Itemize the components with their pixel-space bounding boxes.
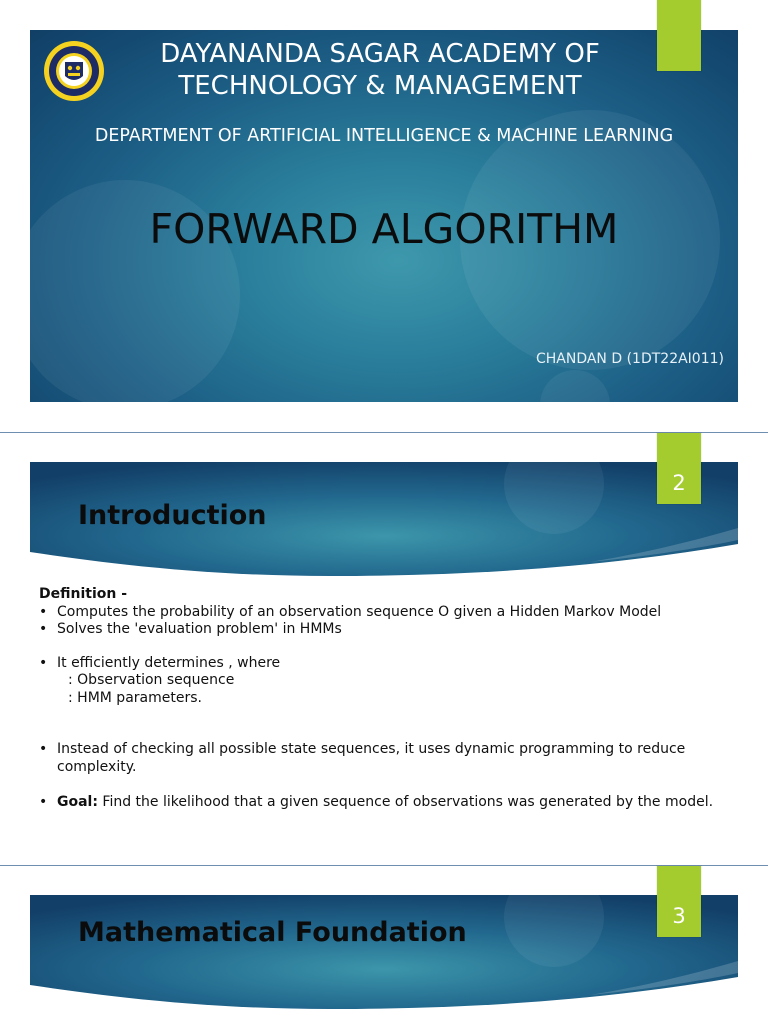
mathematical-foundation-slide [0,866,768,1024]
institution-line-2: TECHNOLOGY & MANAGEMENT [178,71,582,101]
goal-item: • Goal: Find the likelihood that a given sequence of observations was generated by the model. [39,794,714,810]
author-name: CHANDAN D (1DT22AI011) [535,351,724,367]
presentation-title: FORWARD ALGORITHM [149,205,619,253]
sub-item: : Observation sequence [68,672,235,688]
institution-name [100,38,660,102]
page-number: 3 [672,904,686,928]
institution-line-1: DAYANANDA SAGAR ACADEMY OF [160,39,600,69]
header-banner [30,462,738,578]
department-name: DEPARTMENT OF ARTIFICIAL INTELLIGENCE & MACHINE LEARNING [94,126,674,146]
college-logo [43,40,105,102]
sub-item: : HMM parameters. [68,689,202,706]
green-tab [657,0,701,71]
definition-list [39,604,719,639]
decor-bubble [540,370,610,402]
definition-label: Definition - [39,586,128,602]
slide-title: Introduction [78,500,267,531]
slide-content [39,586,719,812]
list-item: • Computes the probability of an observation sequence O given a Hidden Markov Model [39,603,662,620]
page-number-tab [657,866,701,937]
list-item: • Instead of checking all possible state sequences, it uses dynamic programming to reduce complexity. [39,741,686,775]
header-banner [30,895,738,1011]
title-slide [0,0,768,432]
introduction-slide [0,433,768,865]
page-number-tab [657,433,701,504]
slide-title: Mathematical Foundation [78,917,467,948]
list-item: • It efficiently determines , where [39,654,281,671]
goal-label: Goal: [57,794,98,810]
page-number: 2 [672,471,686,495]
list-item: • Solves the 'evaluation problem' in HMMs [39,621,342,637]
